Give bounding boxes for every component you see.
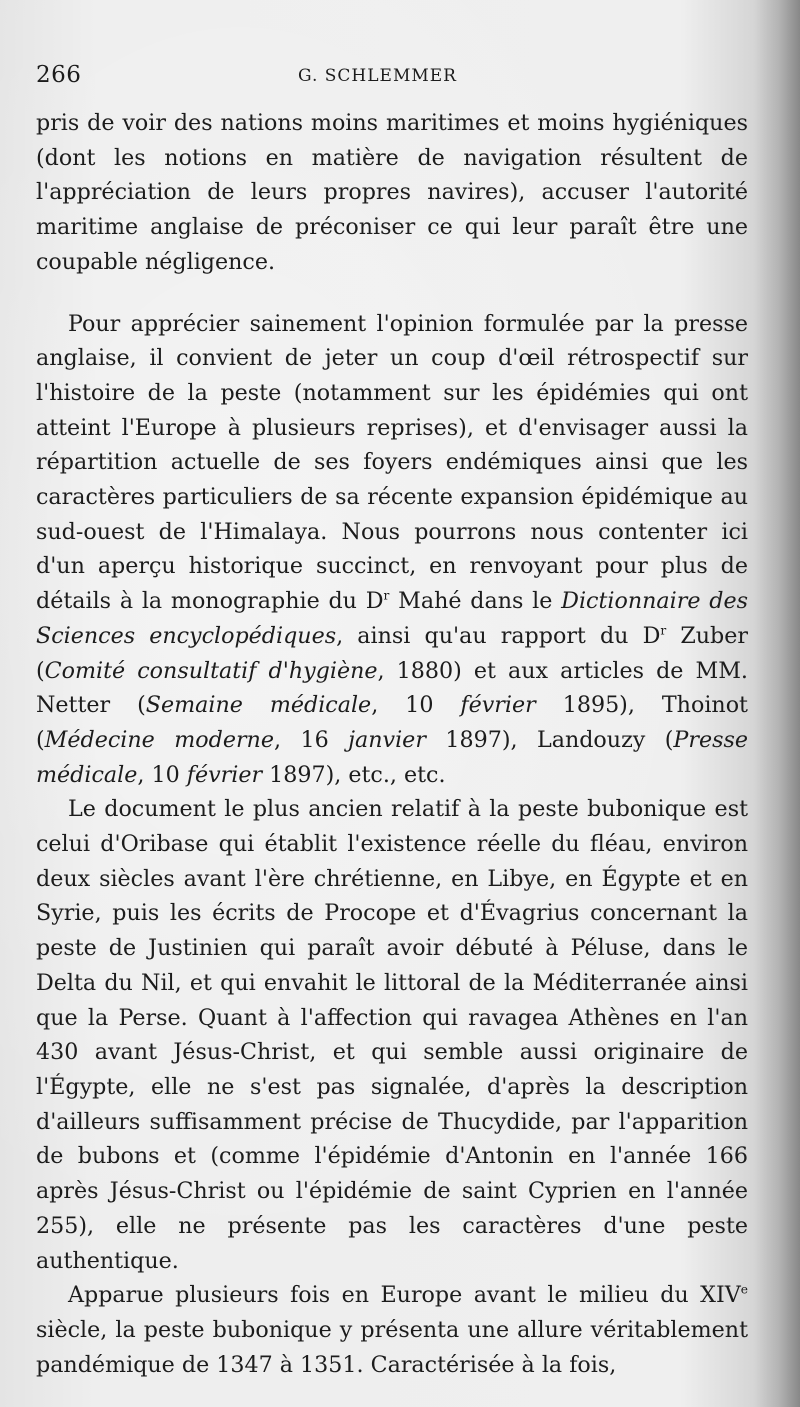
body-text (36, 106, 748, 1382)
italic-citation: Comité consultatif d'hygiène (44, 657, 378, 684)
italic-citation: février (460, 692, 536, 719)
text-run: 1897), Landouzy ( (425, 726, 674, 753)
page-number: 266 (36, 62, 82, 88)
paragraph-history-intro (36, 307, 748, 793)
italic-citation: Dictionnaire des Sciences encyclopédiques (36, 588, 748, 649)
italic-citation: Presse médicale (36, 726, 748, 788)
text-run: siècle, la peste bubonique y présenta une allure véritablement pandémique de 1347 à 1351. Caractérisée à la fois, (36, 1316, 748, 1378)
century-numeral: XIV (700, 1282, 741, 1309)
running-head: G. SCHLEMMER (298, 66, 457, 86)
italic-citation: janvier (348, 726, 426, 753)
italic-citation: Médecine moderne (44, 726, 274, 753)
binding-shadow (754, 0, 800, 1407)
paragraph-oldest-document: Le document le plus ancien relatif à la peste bubonique est celui d'Oribase qui établit l'existence réelle du fléau, environ deux siècles avant l'ère chrétienne, en Libye, en Égypte et en Syrie, puis les écrits de Procope et d'Évagrius concernant la peste de Justinien qui paraît avoir débuté à Péluse, dans le Delta du Nil, et qui envahit le littoral de la Méditerranée ainsi que la Perse. Quant à l'affection qui ravagea Athènes en l'an 430 avant Jésus-Christ, et qui semble aussi originaire de l'Égypte, elle ne s'est pas signalée, d'après la description d'ailleurs suffisamment précise de Thucydide, par l'apparition de bubons et (comme l'épidémie d'Antonin en l'année 166 après Jésus-Christ ou l'épidémie de saint Cyprien en l'année 255), elle ne présente pas les caractères d'une peste authentique. (36, 796, 748, 1274)
text-run: 1897), etc., etc. (262, 761, 446, 788)
text-run: Apparue plusieurs fois en Europe avant le milieu du (68, 1282, 701, 1309)
paragraph-continuation: pris de voir des nations moins maritimes et moins hygiéniques (dont les notions en matière de navigation résultent de l'appréciation de leurs propres navires), accuser l'autorité maritime anglaise de préconiser ce qui leur paraît être une coupable négligence. (36, 110, 748, 275)
text-run: Mahé dans le (389, 588, 562, 615)
superscript: r (660, 623, 667, 638)
text-run: , 1880) et aux articles de MM. Netter ( (36, 657, 748, 719)
text-run: 1895), Thoinot ( (36, 692, 748, 753)
superscript: r (383, 588, 390, 603)
text-run: , ainsi qu'au rapport du D (336, 622, 661, 649)
text-run: , 16 (273, 726, 349, 753)
superscript: e (740, 1282, 748, 1297)
text-run: Pour apprécier sainement l'opinion formulée par la presse anglaise, il convient de jeter un coup d'œil rétrospectif sur l'histoire de la peste (notamment sur les épidémies qui ont atteint l'Europe à plusieurs reprises), et d'envisager aussi la répartition actuelle de ses foyers endémiques ainsi que les caractères particuliers de sa récente expansion épidémique au sud-ouest de l'Himalaya. Nous pourrons nous contenter ici d'un aperçu historique succinct, en renvoyant pour plus de détails à la monographie du D (36, 310, 748, 615)
text-run: Zuber ( (36, 622, 748, 684)
paragraph-pandemic (36, 1278, 748, 1382)
italic-citation: Semaine médicale (145, 692, 372, 719)
text-run: , 10 (371, 692, 461, 719)
page-header (36, 62, 736, 92)
italic-citation: février (186, 761, 263, 788)
text-run: , 10 (137, 761, 187, 788)
